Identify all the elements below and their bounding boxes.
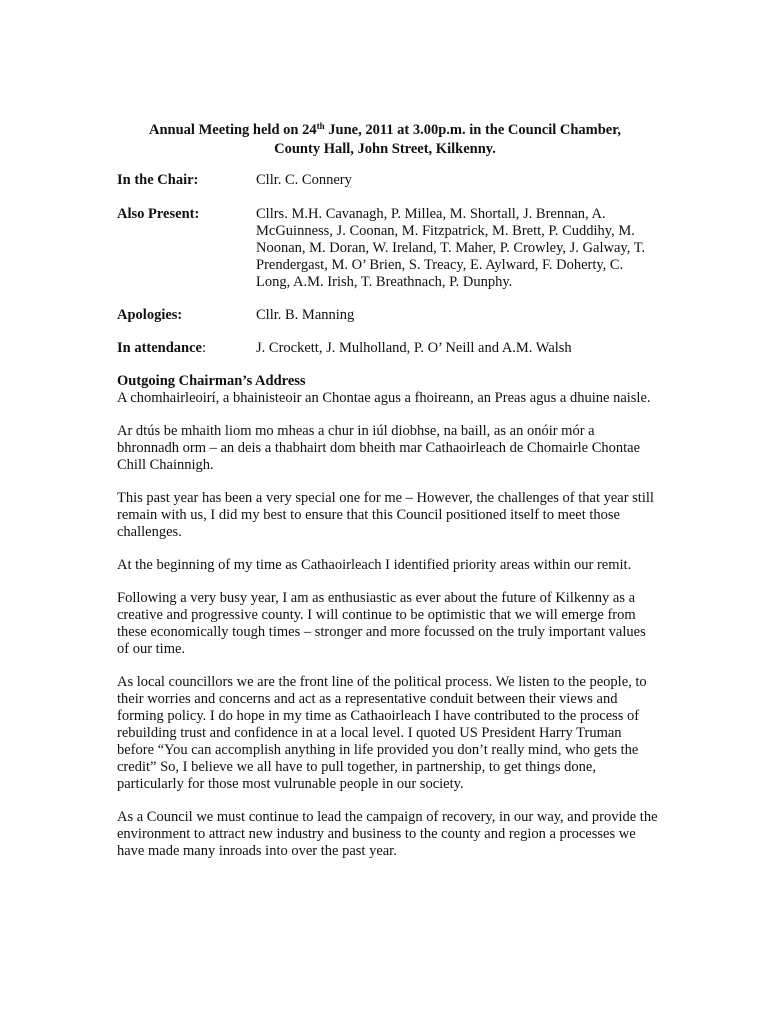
in-attendance-label-text: In attendance (117, 340, 202, 356)
meeting-title-line-1 (100, 121, 670, 140)
address-paragraph: A chomhairleoirí, a bhainisteoir an Chontae agus a fhoireann, an Preas agus a dhuine naisle. (117, 390, 651, 406)
apologies-label: Apologies: (117, 307, 183, 323)
chair-value: Cllr. C. Connery (256, 172, 352, 188)
title-text-start: Annual Meeting held on 24 (149, 122, 317, 138)
address-heading: Outgoing Chairman’s Address (117, 373, 306, 389)
in-attendance-label (117, 340, 206, 357)
address-paragraph: Following a very busy year, I am as enthusiastic as ever about the future of Kilkenny as a creative and progressive county. I will continue to be optimistic that we will emerge from these economically tough times – stronger and more focussed on the truly important values of our time. (117, 590, 646, 657)
title-date-superscript: th (316, 121, 325, 131)
in-attendance-label-colon: : (202, 340, 207, 356)
apologies-value: Cllr. B. Manning (256, 307, 355, 323)
address-paragraph: As a Council we must continue to lead the campaign of recovery, in our way, and provide the environment to attract new industry and business to the county and region a processes we have made many inroads into over the past year. (117, 809, 658, 859)
address-paragraph: As local councillors we are the front line of the political process. We listen to the people, to their worries and concerns and act as a representative conduit between their views and forming policy. I do hope in my time as Cathaoirleach I have contributed to the process of rebuilding trust and confidence in at a local level. I quoted US President Harry Truman before “You can accomplish anything in life provided you don’t really mind, who gets the credit” So, I believe we all have to pull together, in partnership, to get things done, particularly for those most vulrunable people in our society. (117, 674, 647, 792)
address-paragraph: At the beginning of my time as Cathaoirleach I identified priority areas within our remit. (117, 557, 632, 573)
meeting-title-line-2: County Hall, John Street, Kilkenny. (274, 141, 496, 157)
address-paragraph: This past year has been a very special one for me – However, the challenges of that year still remain with us, I did my best to ensure that this Council positioned itself to meet those challenges. (117, 490, 654, 540)
chair-label: In the Chair: (117, 172, 199, 188)
also-present-value: Cllrs. M.H. Cavanagh, P. Millea, M. Shortall, J. Brennan, A. McGuinness, J. Coonan, M. Fitzpatrick, M. Brett, P. Cuddihy, M. Noonan, M. Doran, W. Ireland, T. Maher, P. Crowley, J. Galway, T. Prendergast, M. O’ Brien, S. Treacy, E. Aylward, F. Doherty, C. Long, A.M. Irish, T. Breathnach, P. Dunphy. (256, 206, 646, 290)
also-present-label: Also Present: (117, 206, 200, 222)
title-text-end: June, 2011 at 3.00p.m. in the Council Chamber, (324, 122, 621, 138)
address-paragraph: Ar dtús be mhaith liom mo mheas a chur in iúl diobhse, na baill, as an onóir mór a bhronnadh orm – an deis a thabhairt dom bheith mar Cathaoirleach de Chomairle Chontae Chill Chainnigh. (117, 423, 641, 473)
chairman-address (117, 373, 659, 876)
meeting-title (100, 121, 670, 159)
in-attendance-value: J. Crockett, J. Mulholland, P. O’ Neill and A.M. Walsh (256, 340, 572, 356)
